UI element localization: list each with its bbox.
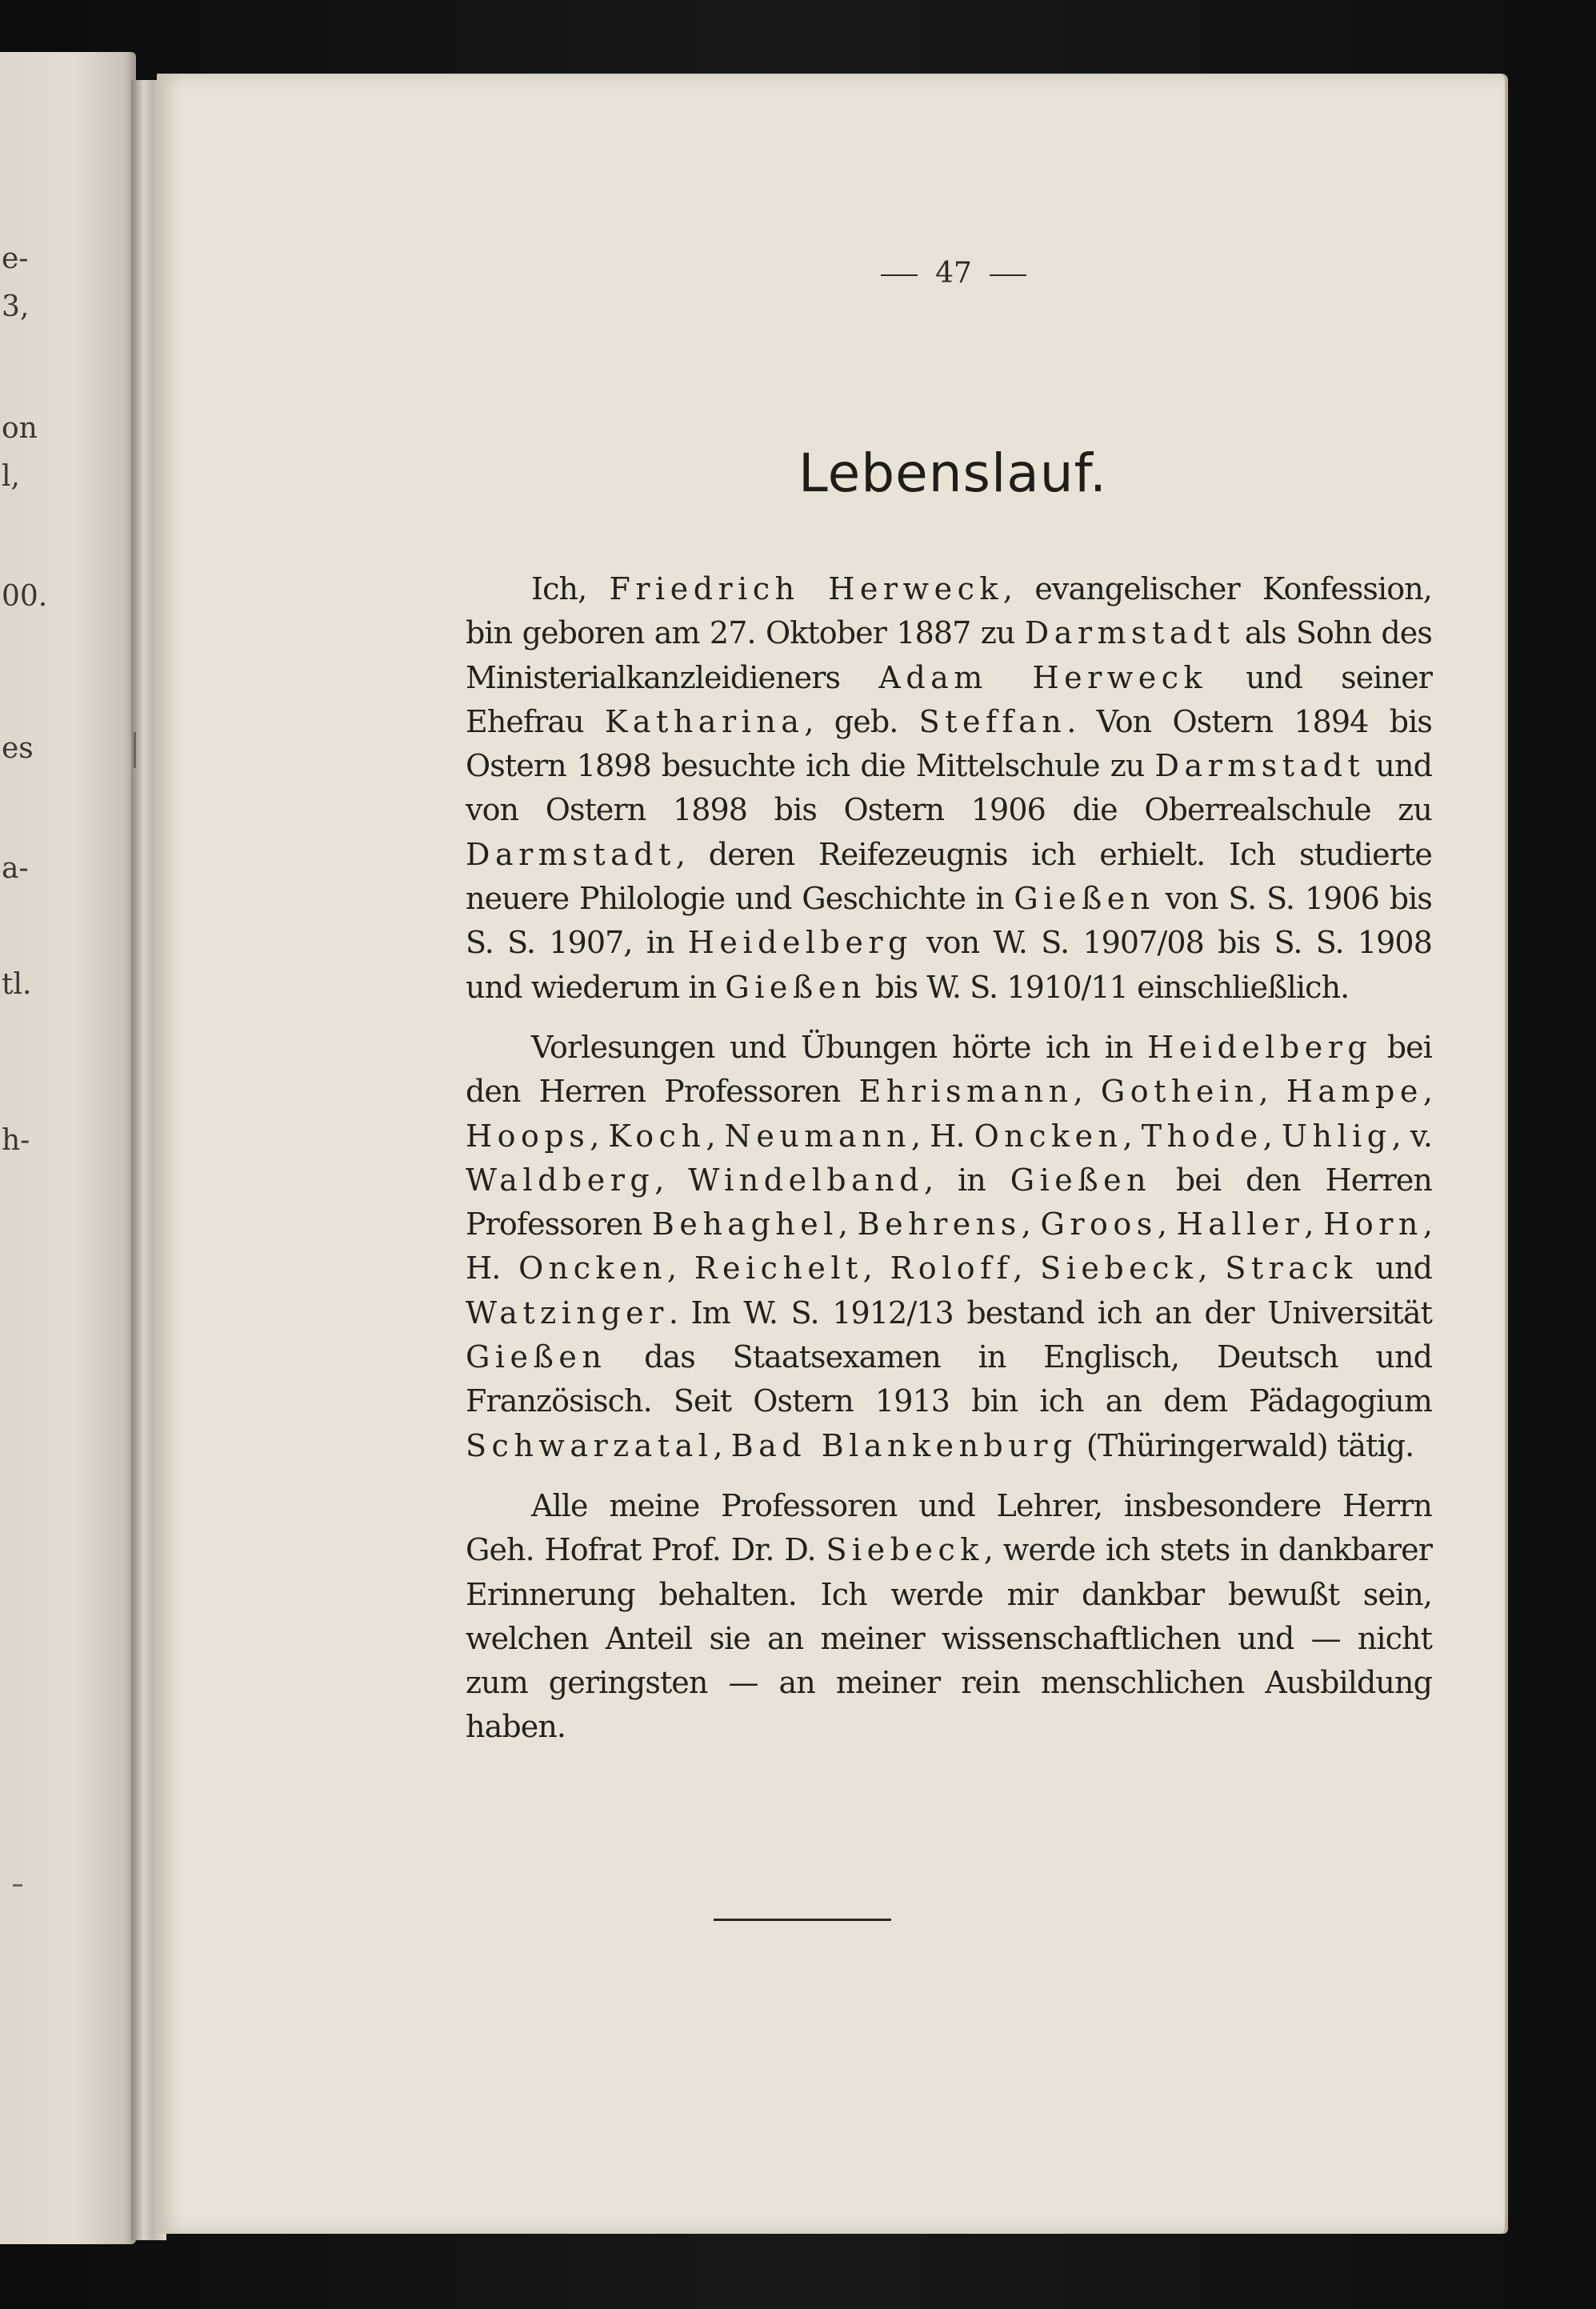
paragraph-text: bis W. S. 1910/11 einschließlich.	[866, 969, 1350, 1005]
spaced-name: Oncken	[974, 1118, 1123, 1154]
previous-page-fragment: on	[2, 412, 38, 445]
paragraph-text: ,	[1073, 1074, 1101, 1110]
end-rule	[714, 1919, 891, 1921]
paragraph-text: ,	[1304, 1207, 1324, 1243]
page-number-dash-right	[990, 274, 1026, 276]
spaced-name: Oncken	[518, 1251, 667, 1287]
spaced-name: Siebeck	[826, 1532, 984, 1568]
paragraph-text: , werde ich stets in dankbarer Erinnerung behalten. Ich werde mir dankbar bewußt sein, welchen Anteil sie an meiner wissenschaftlichen und — nicht zum geringsten — an meiner rein menschlichen Ausbildung haben.	[466, 1532, 1432, 1745]
paragraph-text: Alle meine Professoren und Lehrer, insbesondere Herrn Geh. Hofrat Prof. Dr. D.	[466, 1487, 1432, 1568]
paragraph-text: ,	[1422, 1074, 1433, 1110]
page-number-dash-left	[881, 274, 918, 276]
paragraph-text: und	[1357, 1251, 1432, 1287]
paragraph-text: ,	[713, 1427, 731, 1463]
paragraph-text: ,	[838, 1207, 858, 1243]
page-text-block	[466, 250, 1432, 1750]
previous-page-fragment: e-	[2, 242, 29, 275]
paragraph-lectures	[466, 1026, 1432, 1468]
paragraph-text: (Thüringerwald) tätig.	[1077, 1427, 1414, 1463]
spaced-name: Gießen	[1010, 1162, 1152, 1198]
paragraph-text: ,	[1013, 1251, 1041, 1287]
previous-page-fragment: h-	[2, 1124, 30, 1157]
spaced-name: Gießen	[725, 969, 866, 1005]
spaced-name: Gießen	[466, 1339, 607, 1375]
paragraph-text: und von Ostern 1898 bis Ostern 1906 die Oberrealschule zu	[466, 748, 1432, 828]
page-number-line	[475, 250, 1432, 298]
paragraph-text: und seiner Ehefrau	[466, 659, 1432, 739]
spaced-name: Haller	[1176, 1207, 1305, 1243]
paragraph-text: . Im W. S. 1912/13 bestand ich an der Universität	[668, 1295, 1432, 1331]
spaced-name: Siebeck	[1040, 1251, 1198, 1287]
paragraph-text: als Sohn des Ministerialkanzleidieners	[466, 615, 1433, 695]
paragraph-text: ,	[1122, 1118, 1142, 1154]
spaced-name: Neumann	[724, 1118, 912, 1154]
gutter-mark	[134, 732, 136, 768]
page-number: 47	[935, 257, 972, 290]
page	[157, 74, 1505, 2234]
paragraph-text: , H.	[466, 1207, 1433, 1287]
previous-page-fragment: 00.	[2, 580, 48, 613]
spaced-name: Horn	[1323, 1207, 1423, 1243]
spaced-name: Waldberg	[466, 1162, 655, 1198]
spaced-name: Behaghel	[651, 1207, 838, 1243]
spaced-name: Roloff	[890, 1251, 1014, 1287]
spaced-name: Watzinger	[466, 1295, 669, 1331]
paragraph-text: ,	[590, 1118, 609, 1154]
previous-page-fragment: l,	[2, 460, 20, 493]
spaced-name: Hoops	[466, 1118, 590, 1154]
paragraph-text: bei den Herren Professoren	[466, 1162, 1432, 1243]
paragraph-text: . Von Ostern 1894 bis Ostern 1898 besuchte ich die Mittelschule zu	[466, 703, 1432, 784]
spaced-name: Uhlig	[1281, 1118, 1392, 1154]
paragraph-text: , evangelischer Konfession, bin geboren am 27. Oktober 1887 zu	[466, 571, 1432, 651]
spaced-name: Heidelberg	[1147, 1029, 1373, 1065]
spaced-name: Thode	[1141, 1118, 1263, 1154]
spaced-name: Darmstadt	[466, 836, 676, 872]
previous-page-fragment: 3,	[2, 290, 30, 323]
spaced-name: Bad Blankenburg	[730, 1427, 1078, 1463]
spaced-name: Heidelberg	[687, 925, 913, 961]
previous-page-fragment: tl.	[2, 968, 32, 1001]
spaced-name: Katharina	[605, 703, 805, 739]
previous-page-edge	[0, 52, 136, 2244]
paragraph-text: , geb.	[804, 703, 919, 739]
spaced-name: Darmstadt	[1024, 615, 1235, 651]
paragraph-text: von W. S. 1907/08 bis S. S. 1908 und wiederum in	[466, 925, 1432, 1005]
paragraph-text: ,	[1258, 1074, 1286, 1110]
spaced-name: Gothein	[1100, 1074, 1259, 1110]
spaced-name: Koch	[608, 1118, 706, 1154]
spaced-name: Darmstadt	[1154, 748, 1366, 784]
previous-page-fragment: a-	[2, 852, 29, 885]
spaced-name: Reichelt	[694, 1251, 863, 1287]
paragraph-text: ,	[862, 1251, 890, 1287]
paragraph-biography	[466, 567, 1432, 1010]
spaced-name: Behrens	[857, 1207, 1022, 1243]
spaced-name: Steffan	[918, 703, 1067, 739]
spaced-name: Friedrich Herweck	[609, 571, 1003, 606]
spaced-name: Hampe	[1286, 1074, 1423, 1110]
spaced-name: Strack	[1225, 1251, 1358, 1287]
page-title: Lebenslauf.	[798, 442, 1107, 504]
paragraph-text: , deren Reifezeugnis ich erhielt. Ich studierte neuere Philologie und Geschichte in	[466, 836, 1432, 917]
spaced-name: Adam Herweck	[878, 659, 1208, 695]
previous-page-mark	[13, 1884, 22, 1887]
paragraph-text: ,	[1021, 1207, 1041, 1243]
paragraph-text: Ich,	[531, 571, 610, 606]
paragraph-text: ,	[654, 1162, 689, 1198]
paragraph-text: ,	[1157, 1207, 1177, 1243]
paragraph-text: das Staatsexamen in Englisch, Deutsch und Französisch. Seit Ostern 1913 bin ich an dem Pädagogium	[466, 1339, 1432, 1419]
paragraph-text: ,	[667, 1251, 694, 1287]
previous-page-fragment: es	[2, 732, 34, 765]
paragraph-text: von S. S. 1906 bis S. S. 1907, in	[466, 881, 1432, 961]
paragraph-acknowledgement	[466, 1484, 1432, 1750]
spaced-name: Windelband	[688, 1162, 924, 1198]
paragraph-text: bei den Herren Professoren	[466, 1029, 1433, 1110]
paragraph-text: ,	[706, 1118, 725, 1154]
paragraph-text: ,	[1262, 1118, 1282, 1154]
spaced-name: Groos	[1040, 1207, 1158, 1243]
spaced-name: Ehrismann	[858, 1074, 1074, 1110]
paragraph-text: , v.	[1391, 1118, 1433, 1154]
paragraph-text: Vorlesungen und Übungen hörte ich in	[531, 1029, 1148, 1065]
paragraph-text: ,	[1198, 1251, 1226, 1287]
spaced-name: Schwarzatal	[466, 1427, 714, 1463]
spaced-name: Gießen	[1014, 881, 1155, 917]
paragraph-text: , in	[924, 1162, 1010, 1198]
paragraph-text: , H.	[911, 1118, 974, 1154]
